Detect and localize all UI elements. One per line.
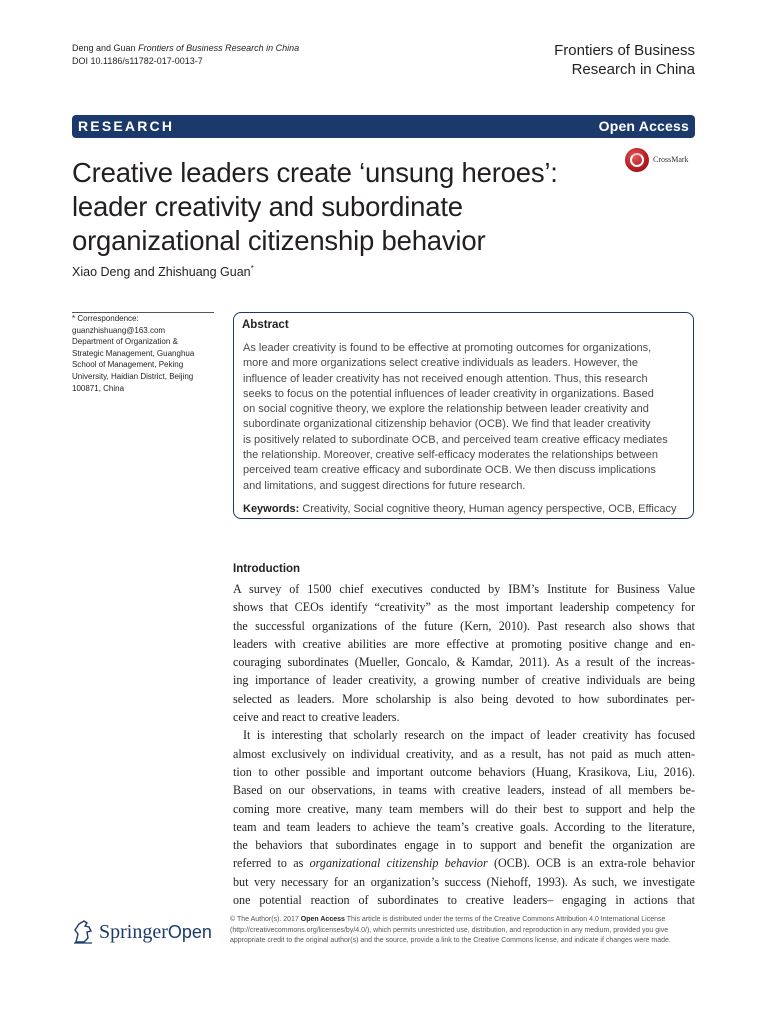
- open-access-label: Open Access: [598, 118, 689, 134]
- body-line: tion to other possible and important outcome behaviors (Huang, Krasikova, Liu, 2016).: [233, 764, 695, 779]
- body-line: It is interesting that scholarly research on the impact of leader creativity has focused: [243, 728, 695, 743]
- body-line: leaders with creative abilities are more effective at promoting positive change and en-: [233, 636, 695, 651]
- body-line: shows that CEOs identify “creativity” as the most important leadership competency for: [233, 600, 695, 615]
- title-line: Creative leaders create ‘unsung heroes’:: [72, 157, 558, 188]
- abstract-text: [243, 341, 688, 494]
- running-header: [72, 42, 299, 68]
- header-doi[interactable]: DOI 10.1186/s11782-017-0013-7: [72, 56, 203, 66]
- license-open-access: Open Access: [300, 916, 345, 923]
- body-line: but very necessary for an organization’s success (Niehoff, 1993). As such, we investigate: [233, 874, 695, 889]
- body-line: almost exclusively on individual creativity, and as a result, has not paid as much atten-: [233, 746, 695, 761]
- abstract-line: influence of leader creativity has not received enough attention. Thus, this research: [243, 372, 648, 385]
- header-authors: Deng and Guan: [72, 43, 136, 53]
- keywords-label: Keywords:: [243, 503, 300, 515]
- correspondence-line: * Correspondence:: [72, 314, 139, 323]
- crossmark-label: CrossMark: [653, 155, 689, 164]
- body-line: team and team leaders to achieve the team’s creative goals. According to the literature,: [233, 819, 695, 834]
- header-journal: Frontiers of Business Research in China: [138, 43, 300, 53]
- section-heading-introduction: Introduction: [233, 563, 301, 575]
- journal-brand-line1: Frontiers of Business: [554, 42, 695, 59]
- abstract-line: subordinate organizational citizenship behavior (OCB). We find that leader creativity: [243, 418, 651, 431]
- correspondence-email[interactable]: guanzhishuang@163.com: [72, 325, 166, 335]
- abstract-line: more and more organizations select creative individuals as leaders. However, the: [243, 357, 638, 370]
- title-line: organizational citizenship behavior: [72, 225, 486, 256]
- crossmark-icon: [625, 148, 649, 172]
- correspondence-line: 100871, China: [72, 383, 125, 393]
- body-line: A survey of 1500 chief executives conducted by IBM’s Institute for Business Value: [233, 582, 695, 596]
- body-line: the behaviors that subordinates engage in to support and benefit the organization are: [233, 838, 695, 853]
- abstract-line: perceived team creative efficacy and subordinate OCB. We then discuss implications: [243, 464, 656, 477]
- body-fragment: (OCB). OCB is an extra-role behavior: [487, 856, 696, 871]
- correspondence-line: Department of Organization &: [72, 337, 178, 347]
- abstract-line: and limitations, and suggest directions for future research.: [243, 479, 526, 492]
- body-fragment: referred to as: [233, 856, 310, 871]
- publisher-main: Springer: [99, 921, 168, 943]
- correspondence-line: Strategic Management, Guanghua: [72, 348, 195, 358]
- author-names: Xiao Deng and Zhishuang Guan: [72, 265, 251, 280]
- introduction-body: [233, 580, 695, 909]
- abstract-box: [233, 312, 694, 519]
- springer-open-logo: [72, 918, 222, 948]
- correspondence-line: School of Management, Peking: [72, 360, 184, 370]
- journal-brand-line2: Research in China: [571, 61, 695, 78]
- body-line: Based on our observations, in teams with creative leaders, instead of all members be-: [233, 783, 695, 798]
- body-line: [233, 854, 695, 872]
- term-ocb: organizational citizenship behavior: [309, 856, 488, 871]
- journal-brand: [554, 41, 695, 79]
- publisher-name: [99, 921, 212, 944]
- article-type-banner: [72, 115, 695, 138]
- article-type-label: RESEARCH: [78, 118, 175, 134]
- crossmark-badge[interactable]: [625, 148, 697, 174]
- body-line: ceive and react to creative leaders.: [233, 710, 400, 725]
- body-line: the successful organizations of the future (Kern, 2010). Past research also shows that: [233, 618, 695, 633]
- corresponding-mark: *: [250, 264, 254, 273]
- body-line: couraging subordinates (Mueller, Goncalo, & Kamdar, 2011). As a result of the increas-: [233, 655, 695, 670]
- license-notice: [230, 915, 700, 947]
- body-line: selected as leaders. More scholarship is also being devoted to how subordinates per-: [233, 691, 695, 706]
- body-line: coming more creative, many team members will do their best to support and help the: [233, 801, 695, 816]
- correspondence-line: University, Haidian District, Beijing: [72, 371, 194, 381]
- abstract-line: As leader creativity is found to be effective at promoting outcomes for organizations,: [243, 342, 652, 354]
- keywords-list: Creativity, Social cognitive theory, Human agency perspective, OCB, Efficacy: [302, 503, 677, 515]
- article-title: [72, 156, 612, 258]
- abstract-line: seeks to focus on the potential influences of leader creativity in organizations. Based: [243, 387, 654, 400]
- abstract-line: is positively related to subordinate OCB, and perceived team creative efficacy mediates: [243, 433, 668, 446]
- author-list: [72, 264, 254, 279]
- license-text: This article is distributed under the terms of the Creative Commons Attribution 4.0 International License (http://creativecommons.org/licenses/by/4.0/), which permits unrestricted use, distribution, and reproduction in any medium, provided you give appropriate credit to the original author(s) and the source, provide a link to the Creative Commons license, and indicate if changes were made.: [230, 916, 671, 944]
- license-prefix: © The Author(s). 2017: [230, 916, 301, 923]
- springer-horse-icon: [72, 918, 94, 944]
- publisher-open: Open: [167, 922, 212, 942]
- correspondence-block: [72, 313, 217, 394]
- body-line: one potential reaction of subordinates to creative leaders– engaging in actions that: [233, 893, 695, 908]
- abstract-line: the relationship. Moreover, creative self-efficacy moderates the relationships between: [243, 449, 658, 462]
- body-line: ing importance of leader creativity, a growing number of creative individuals are being: [233, 673, 695, 688]
- abstract-line: on social cognitive theory, we explore the relationship between leader creativity and: [243, 403, 649, 416]
- keywords: [243, 503, 676, 515]
- title-line: leader creativity and subordinate: [72, 191, 463, 222]
- abstract-heading: Abstract: [242, 319, 289, 331]
